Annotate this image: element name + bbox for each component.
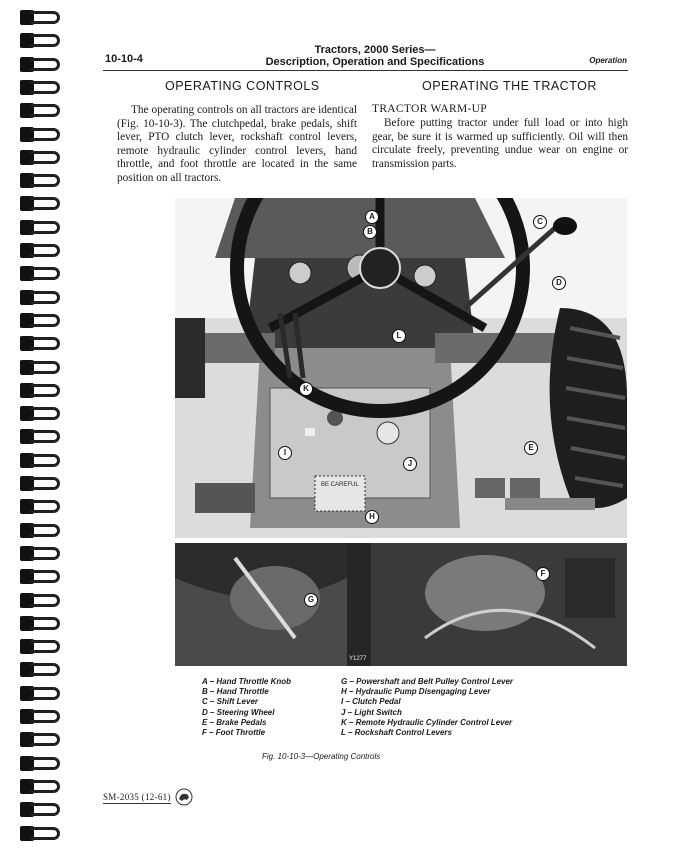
legend-item: F – Foot Throttle <box>202 728 266 738</box>
binding-ring <box>20 241 60 260</box>
legend-column-2 <box>341 677 513 738</box>
binding-ring <box>20 497 60 516</box>
binding-ring <box>20 334 60 353</box>
binding-ring <box>20 404 60 423</box>
binding-ring <box>20 544 60 563</box>
binding-ring <box>20 614 60 633</box>
legend-item: G – Powershaft and Belt Pulley Control Lever <box>341 677 514 686</box>
binding-ring <box>20 824 60 843</box>
binding-ring <box>20 101 60 120</box>
binding-ring <box>20 684 60 703</box>
deere-logo-icon <box>175 788 193 806</box>
callout-h: H <box>365 510 379 524</box>
manual-page <box>75 0 635 855</box>
legend-item: I – Clutch Pedal <box>341 697 401 707</box>
binding-ring <box>20 194 60 213</box>
binding-ring <box>20 451 60 470</box>
legend-item: E – Brake Pedals <box>202 717 267 727</box>
binding-ring <box>20 171 60 190</box>
binding-ring <box>20 311 60 330</box>
binding-ring <box>20 78 60 97</box>
operating-controls-text: The operating controls on all tractors are identical (Fig. 10-10-3). The clutchpedal, brake pedals, shift lever, PTO clutch lever, rockshaft control levers, remote hydraulic cylinder control levers, hand throttle, and foot throttle are located in the same position on all tractors. <box>117 104 357 184</box>
legend-item: A – Hand Throttle Knob <box>202 677 292 686</box>
binding-ring <box>20 427 60 446</box>
warm-up-text: Before putting tractor under full load or into high gear, be sure it is warmed up sufficiently. Oil will then circulate freely, preventing undue wear on engine or transmission parts. <box>372 117 628 170</box>
binding-ring <box>20 55 60 74</box>
callout-e: E <box>524 441 538 455</box>
callout-g: G <box>304 593 318 607</box>
binding-ring <box>20 288 60 307</box>
callout-d: D <box>552 276 566 290</box>
header-divider <box>103 70 628 71</box>
legend-item: J – Light Switch <box>341 707 402 717</box>
page-header <box>225 44 525 68</box>
callout-f: F <box>536 567 550 581</box>
operating-controls-figure <box>175 198 627 666</box>
page-footer <box>103 792 171 804</box>
binding-ring <box>20 591 60 610</box>
operating-controls-heading: OPERATING CONTROLS <box>165 79 320 93</box>
binding-ring <box>20 754 60 773</box>
binding-ring <box>20 218 60 237</box>
manual-code: SM-2035 (12-61) <box>103 792 171 802</box>
header-series: Tractors, 2000 Series— <box>314 44 436 56</box>
binding-ring <box>20 474 60 493</box>
legend-item: D – Steering Wheel <box>202 707 275 717</box>
legend-item: L – Rockshaft Control Levers <box>341 728 452 738</box>
callout-i: I <box>278 446 292 460</box>
legend-item: K – Remote Hydraulic Cylinder Control Lever <box>341 717 513 727</box>
be-careful-plate: BE CAREFUL <box>321 482 359 488</box>
binding-ring <box>20 660 60 679</box>
binding-ring <box>20 8 60 27</box>
callout-k: K <box>299 382 313 396</box>
binding-ring <box>20 358 60 377</box>
binding-ring <box>20 567 60 586</box>
warm-up-subheading: TRACTOR WARM-UP <box>372 103 487 115</box>
binding-ring <box>20 264 60 283</box>
callout-c: C <box>533 215 547 229</box>
figure-neg-number: Y1277 <box>349 656 367 662</box>
callout-b: B <box>363 225 377 239</box>
legend-column-1 <box>202 677 291 738</box>
callout-a: A <box>365 210 379 224</box>
binding-ring <box>20 800 60 819</box>
binding-ring <box>20 125 60 144</box>
binding-ring <box>20 148 60 167</box>
callout-j: J <box>403 457 417 471</box>
binding-ring <box>20 730 60 749</box>
legend-item: C – Shift Lever <box>202 697 259 707</box>
binding-ring <box>20 521 60 540</box>
legend-item: B – Hand Throttle <box>202 687 269 697</box>
binding-ring <box>20 777 60 796</box>
header-subtitle: Description, Operation and Specifications <box>265 56 485 68</box>
section-name: Operation <box>589 56 627 65</box>
binding-ring <box>20 31 60 50</box>
tractor-controls-photo <box>175 198 627 666</box>
binding-ring <box>20 381 60 400</box>
binding-ring <box>20 637 60 656</box>
page-number: 10-10-4 <box>105 53 143 65</box>
figure-caption: Fig. 10-10-3—Operating Controls <box>262 752 381 761</box>
spiral-binding <box>0 0 62 855</box>
callout-l: L <box>392 329 406 343</box>
legend-item: H – Hydraulic Pump Disengaging Lever <box>341 687 491 697</box>
binding-ring <box>20 707 60 726</box>
operating-tractor-heading: OPERATING THE TRACTOR <box>422 79 597 93</box>
